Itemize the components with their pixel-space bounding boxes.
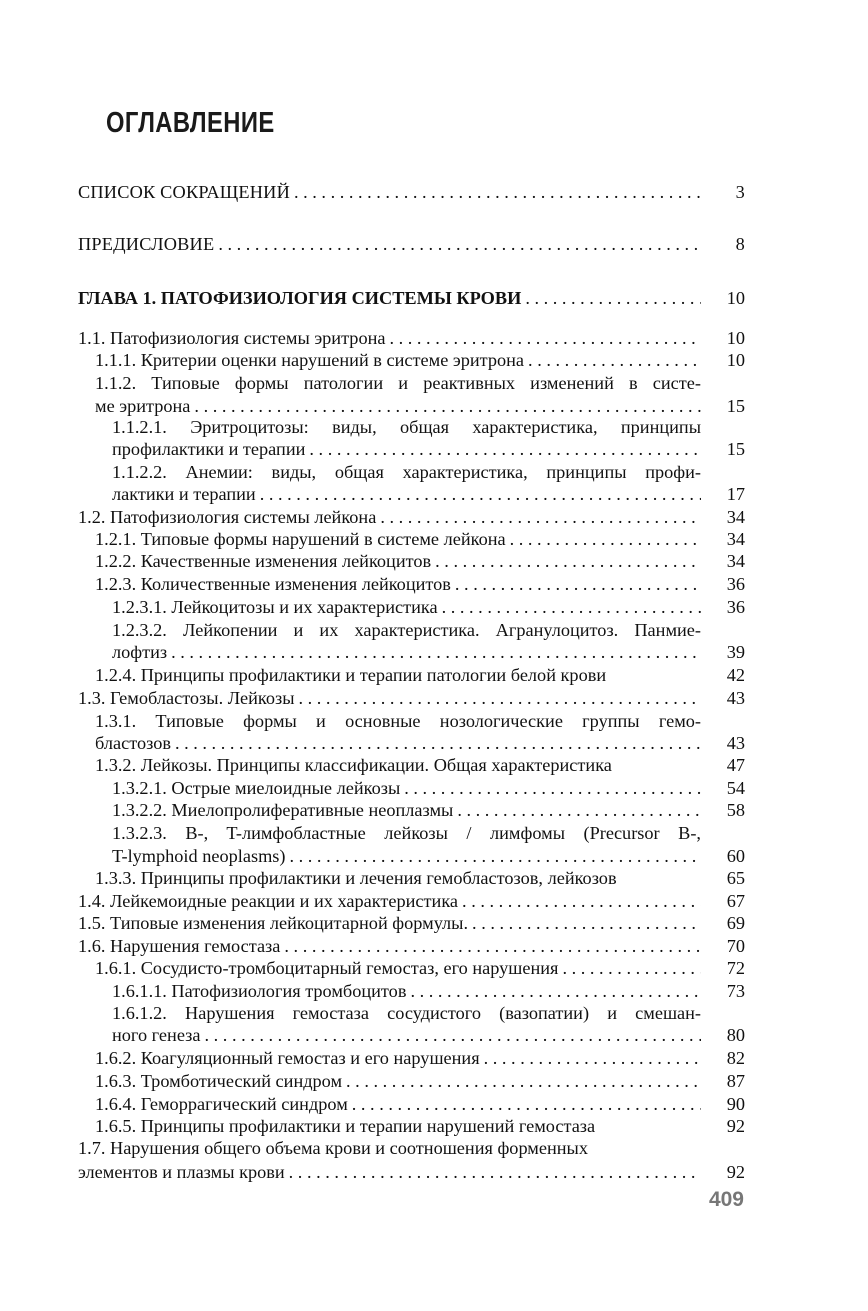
- toc-entry-title: 1.1.2. Типовые формы патологии и реактивных изменений в систе-: [95, 373, 701, 393]
- toc-entry: [78, 461, 745, 483]
- toc-entry-title-cont: бластозов: [95, 733, 171, 753]
- dot-leader: [506, 528, 701, 550]
- dot-leader: [285, 1161, 701, 1183]
- toc-entry: [78, 980, 745, 1002]
- toc-entry-title: 1.1.2.2. Анемии: виды, общая характеристика, принципы профи-: [112, 462, 701, 482]
- toc-entry-title: 1.6.1. Сосудисто-тромбоцитарный гемостаз, его нарушения: [95, 958, 559, 978]
- toc-entry-continuation: [78, 438, 745, 460]
- toc-entry: [78, 664, 745, 686]
- toc-entry: [78, 777, 745, 799]
- toc-entry-continuation: [78, 732, 745, 754]
- toc-entry-title-cont: ме эритрона: [95, 396, 191, 416]
- toc-entry: [78, 573, 745, 595]
- toc-entry: [78, 372, 745, 394]
- toc-entry-page: 60: [726, 846, 745, 866]
- toc-entry-page: 34: [726, 529, 745, 549]
- toc-entry-title: 1.6.1.2. Нарушения гемостаза сосудистого (вазопатии) и смешан-: [112, 1003, 701, 1023]
- toc-entry-continuation: [78, 641, 745, 663]
- dot-leader: [256, 483, 701, 505]
- toc-entry: [78, 1137, 745, 1159]
- toc-entry: [78, 416, 745, 438]
- dot-leader: [376, 506, 701, 528]
- toc-entry-page: 10: [726, 350, 745, 370]
- toc-entry-title: 1.1. Патофизиология системы эритрона: [78, 328, 386, 348]
- toc-entry-page: 43: [726, 688, 745, 708]
- toc-entry-page: 73: [726, 981, 745, 1001]
- toc-entry-page: 54: [726, 778, 745, 798]
- toc-entry-page: 8: [735, 234, 745, 254]
- dot-leader: [400, 777, 701, 799]
- toc-entry: [78, 1002, 745, 1024]
- dot-leader: [406, 980, 701, 1002]
- toc-entry-title: 1.6.2. Коагуляционный гемостаз и его нарушения: [95, 1048, 480, 1068]
- dot-leader: [521, 287, 701, 309]
- toc-entry: [78, 1047, 745, 1069]
- dot-leader: [458, 890, 701, 912]
- toc-entry-title: 1.2.3. Количественные изменения лейкоцитов: [95, 574, 451, 594]
- toc-entry-page: 17: [726, 484, 745, 504]
- toc-entry-page: 69: [726, 913, 745, 933]
- toc-entry-title: 1.6.5. Принципы профилактики и терапии нарушений гемостаза: [95, 1116, 596, 1136]
- toc-entry-page: 92: [726, 1116, 745, 1136]
- toc-entry-title: 1.3.1. Типовые формы и основные нозологические группы гемо-: [95, 711, 701, 731]
- dot-leader: [171, 732, 701, 754]
- toc-entry-page: 58: [726, 800, 745, 820]
- toc-entry-page: 72: [726, 958, 745, 978]
- toc-entry-title-cont: лофтиз: [112, 642, 168, 662]
- toc-entry: [78, 912, 745, 934]
- toc-entry-page: 43: [726, 733, 745, 753]
- toc-entry: [78, 233, 745, 255]
- dot-leader: [451, 573, 701, 595]
- toc-entry: [78, 687, 745, 709]
- dot-leader: [290, 181, 701, 203]
- toc-entry: [78, 181, 745, 203]
- toc-entry: [78, 619, 745, 641]
- dot-leader: [305, 438, 701, 460]
- toc-entry-title: 1.4. Лейкемоидные реакции и их характеристика: [78, 891, 459, 911]
- page-title: ОГЛАВЛЕНИЕ: [106, 107, 275, 139]
- toc-entry-title-cont: ного генеза: [112, 1025, 201, 1045]
- toc-entry: [78, 799, 745, 821]
- toc-entry: [78, 528, 745, 550]
- toc-entry-page: 10: [726, 288, 745, 308]
- toc-entry-title: 1.6. Нарушения гемостаза: [78, 936, 281, 956]
- dot-leader: [214, 233, 701, 255]
- toc-entry-page: 36: [726, 574, 745, 594]
- toc-entry-title: 1.2.3.2. Лейкопении и их характеристика. Агранулоцитоз. Панмие-: [112, 620, 701, 640]
- toc-entry-title-cont: лактики и терапии: [112, 484, 256, 504]
- toc-entry-title: 1.2.3.1. Лейкоцитозы и их характеристика: [112, 597, 438, 617]
- toc-entry-title: 1.5. Типовые изменения лейкоцитарной формулы.: [78, 913, 469, 933]
- dot-leader: [348, 1093, 701, 1115]
- toc-entry-page: 15: [726, 396, 745, 416]
- toc-entry-title: 1.2.2. Качественные изменения лейкоцитов: [95, 551, 432, 571]
- toc-entry-title: СПИСОК СОКРАЩЕНИЙ: [78, 182, 290, 202]
- dot-leader: [295, 687, 702, 709]
- toc-entry-title: 1.2.4. Принципы профилактики и терапии патологии белой крови: [95, 665, 607, 685]
- toc-entry-page: 87: [726, 1071, 745, 1091]
- toc-entry: [78, 935, 745, 957]
- toc-entry-title: 1.3. Гемобластозы. Лейкозы: [78, 688, 295, 708]
- dot-leader: [558, 957, 701, 979]
- toc-entry-title: 1.2. Патофизиология системы лейкона: [78, 507, 377, 527]
- dot-leader: [167, 641, 701, 663]
- toc-entry-page: 80: [726, 1025, 745, 1045]
- dot-leader: [438, 596, 701, 618]
- toc-entry: [78, 867, 745, 889]
- toc-entry: [78, 710, 745, 732]
- toc-entry-page: 36: [726, 597, 745, 617]
- toc-entry-title: 1.6.4. Геморрагический синдром: [95, 1094, 348, 1114]
- toc-entry: [78, 1070, 745, 1092]
- toc-entry: [78, 957, 745, 979]
- dot-leader: [280, 935, 701, 957]
- toc-entry-title: 1.3.2. Лейкозы. Принципы классификации. Общая характеристика: [95, 755, 612, 775]
- toc-entry-page: 70: [726, 936, 745, 956]
- dot-leader: [190, 395, 701, 417]
- toc-entry-title: ПРЕДИСЛОВИЕ: [78, 234, 215, 254]
- toc-entry: [78, 822, 745, 844]
- toc-entry: [78, 1093, 745, 1115]
- toc-entry-page: 15: [726, 439, 745, 459]
- toc-entry-title: 1.6.1.1. Патофизиология тромбоцитов: [112, 981, 407, 1001]
- toc-entry: [78, 596, 745, 618]
- dot-leader: [468, 912, 701, 934]
- toc-entry-title: 1.7. Нарушения общего объема крови и соотношения форменных: [78, 1138, 588, 1158]
- toc-entry-title: 1.2.1. Типовые формы нарушений в системе лейкона: [95, 529, 506, 549]
- toc-entry-title: 1.1.2.1. Эритроцитозы: виды, общая характеристика, принципы: [112, 417, 701, 437]
- toc-entry-title: ГЛАВА 1. ПАТОФИЗИОЛОГИЯ СИСТЕМЫ КРОВИ: [78, 288, 522, 308]
- toc-entry-continuation: [78, 483, 745, 505]
- toc-entry-continuation: [78, 1024, 745, 1046]
- toc-entry-title: 1.3.2.3. B-, T-лимфобластные лейкозы / лимфомы (Precursor B-,: [112, 823, 701, 843]
- toc-entry-page: 90: [726, 1094, 745, 1114]
- dot-leader: [431, 550, 701, 572]
- dot-leader: [453, 799, 701, 821]
- toc-entry-title-cont: элементов и плазмы крови: [78, 1162, 285, 1182]
- dot-leader: [480, 1047, 701, 1069]
- toc-entry-page: 92: [726, 1162, 745, 1182]
- dot-leader: [201, 1024, 701, 1046]
- toc-entry-title: 1.3.2.2. Миелопролиферативные неоплазмы: [112, 800, 454, 820]
- toc-entry-page: 47: [726, 755, 745, 775]
- toc-entry-page: 67: [726, 891, 745, 911]
- toc-entry-title-cont: T-lymphoid neoplasms): [112, 846, 286, 866]
- toc-entry-page: 34: [726, 551, 745, 571]
- dot-leader: [342, 1070, 701, 1092]
- dot-leader: [286, 845, 702, 867]
- dot-leader: [385, 327, 701, 349]
- toc-entry: [78, 1115, 745, 1137]
- toc-entry: [78, 506, 745, 528]
- toc-entry-page: 39: [726, 642, 745, 662]
- toc-entry-continuation: [78, 845, 745, 867]
- toc-entry-page: 42: [726, 665, 745, 685]
- toc-entry: [78, 327, 745, 349]
- toc-entry-page: 65: [726, 868, 745, 888]
- toc-entry-page: 10: [726, 328, 745, 348]
- toc-entry-page: 3: [735, 182, 745, 202]
- toc-entry-continuation: [78, 1161, 745, 1183]
- toc-entry: [78, 349, 745, 371]
- toc-chapter-entry: [78, 287, 745, 309]
- toc-entry-page: 82: [726, 1048, 745, 1068]
- dot-leader: [524, 349, 701, 371]
- toc-entry-title: 1.6.3. Тромботический синдром: [95, 1071, 343, 1091]
- toc-entry-continuation: [78, 395, 745, 417]
- toc-entry: [78, 890, 745, 912]
- toc-entry-page: 34: [726, 507, 745, 527]
- toc-entry-title: 1.1.1. Критерии оценки нарушений в системе эритрона: [95, 350, 525, 370]
- toc-entry-title-cont: профилактики и терапии: [112, 439, 306, 459]
- page-number: 409: [708, 1188, 744, 1211]
- toc-entry-title: 1.3.3. Принципы профилактики и лечения гемобластозов, лейкозов: [95, 868, 617, 888]
- toc-entry-title: 1.3.2.1. Острые миелоидные лейкозы: [112, 778, 401, 798]
- toc-entry: [78, 754, 745, 776]
- toc-entry: [78, 550, 745, 572]
